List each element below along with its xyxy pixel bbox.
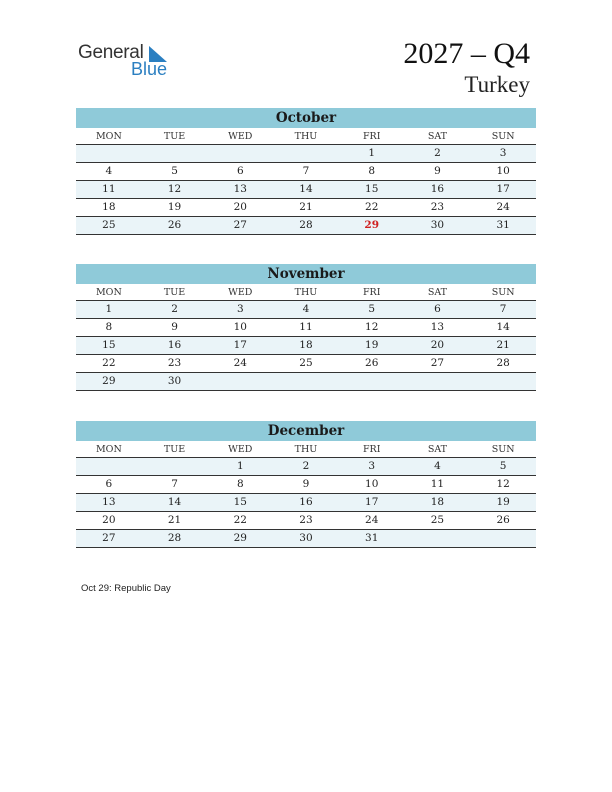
- day-cell: 1: [105, 303, 113, 315]
- day-cell: 24: [233, 357, 247, 369]
- day-cell: 1: [368, 147, 376, 159]
- day-cell: 9: [434, 165, 441, 177]
- day-cell: 20: [233, 201, 247, 213]
- day-cell: 24: [365, 514, 379, 526]
- day-cell: 19: [167, 201, 182, 213]
- month-calendar-0: [76, 108, 536, 235]
- day-cell: 1: [236, 460, 244, 472]
- day-cell: 27: [102, 532, 116, 544]
- month-calendar-2: [76, 421, 536, 548]
- day-cell: 5: [368, 303, 376, 315]
- weekday-label: FRI: [362, 131, 381, 142]
- day-cell: 10: [496, 165, 510, 177]
- day-cell: 4: [302, 303, 310, 315]
- logo-text-general: General: [78, 42, 144, 63]
- week-row: [76, 318, 536, 336]
- weekday-label: WED: [228, 287, 253, 298]
- day-cell: 21: [167, 514, 182, 526]
- day-cell: 17: [233, 339, 247, 351]
- weekday-label: SAT: [427, 131, 448, 142]
- day-cell: 8: [368, 165, 376, 177]
- day-cell: 6: [236, 165, 244, 177]
- day-cell: 30: [430, 219, 445, 231]
- day-cell: [470, 530, 536, 547]
- day-cell: 11: [102, 183, 116, 195]
- day-cell: 22: [102, 357, 116, 369]
- day-cell: 16: [430, 183, 445, 195]
- day-cell: 3: [236, 303, 244, 315]
- day-cell: [405, 373, 471, 390]
- day-cell: 21: [496, 339, 510, 351]
- month-header: October: [76, 108, 536, 128]
- weekday-label: FRI: [362, 444, 381, 455]
- week-row: [76, 144, 536, 162]
- day-cell: 2: [171, 303, 178, 315]
- day-cell: 2: [434, 147, 441, 159]
- day-cell: [273, 145, 339, 162]
- day-cell: 5: [171, 165, 178, 177]
- week-row: [76, 300, 536, 318]
- week-row: [76, 475, 536, 493]
- day-cell: 26: [167, 219, 182, 231]
- day-cell: 24: [496, 201, 510, 213]
- day-cell: 18: [102, 201, 116, 213]
- day-cell: 15: [365, 183, 379, 195]
- day-cell: 8: [105, 321, 113, 333]
- day-cell: 11: [430, 478, 445, 490]
- weekday-label: TUE: [163, 444, 186, 455]
- day-cell: 15: [102, 339, 116, 351]
- day-cell: 22: [233, 514, 247, 526]
- week-row: [76, 529, 536, 548]
- day-cell: 23: [299, 514, 313, 526]
- day-cell: 30: [167, 375, 182, 387]
- logo-text-blue: Blue: [131, 59, 168, 79]
- day-cell: 7: [302, 165, 310, 177]
- day-cell: 14: [496, 321, 510, 333]
- day-cell: 13: [233, 183, 247, 195]
- week-row: [76, 493, 536, 511]
- day-cell: 28: [496, 357, 510, 369]
- day-cell: [207, 373, 273, 390]
- day-cell: 20: [102, 514, 116, 526]
- weekday-label: MON: [95, 131, 122, 142]
- weekday-label: MON: [95, 444, 122, 455]
- day-cell: 29: [233, 532, 247, 544]
- day-cell: 28: [167, 532, 182, 544]
- day-cell: 21: [299, 201, 313, 213]
- day-cell: 23: [167, 357, 182, 369]
- day-cell: [76, 458, 142, 475]
- weekday-label: FRI: [362, 287, 381, 298]
- day-cell: 16: [299, 496, 313, 508]
- day-cell: 5: [499, 460, 507, 472]
- day-cell: 29: [102, 375, 116, 387]
- weekday-label: WED: [228, 444, 253, 455]
- day-cell: 16: [167, 339, 182, 351]
- day-cell: 26: [365, 357, 379, 369]
- day-cell: [405, 530, 471, 547]
- day-cell: 19: [496, 496, 510, 508]
- day-cell: 28: [299, 219, 313, 231]
- weekday-label: SUN: [491, 444, 515, 455]
- day-cell: [142, 145, 208, 162]
- day-cell: 6: [105, 478, 113, 490]
- day-cell: 18: [299, 339, 313, 351]
- day-cell: 3: [368, 460, 376, 472]
- week-row: [76, 336, 536, 354]
- day-cell: 17: [365, 496, 379, 508]
- day-cell: 7: [171, 478, 178, 490]
- day-cell: 10: [233, 321, 247, 333]
- day-cell: 3: [499, 147, 507, 159]
- week-row: [76, 354, 536, 372]
- weekday-label: WED: [228, 131, 253, 142]
- day-cell: 6: [434, 303, 441, 315]
- day-cell: 9: [171, 321, 178, 333]
- week-row: [76, 511, 536, 529]
- day-cell: 15: [233, 496, 247, 508]
- weekday-label: TUE: [163, 287, 186, 298]
- country-name: Turkey: [464, 72, 530, 97]
- weekday-label: SUN: [491, 287, 515, 298]
- day-cell: 2: [302, 460, 310, 472]
- day-cell: 14: [299, 183, 313, 195]
- weekday-header-row: [76, 441, 536, 457]
- day-cell: [142, 458, 208, 475]
- day-cell: 9: [302, 478, 310, 490]
- weekday-label: SUN: [491, 131, 515, 142]
- day-cell: 23: [430, 201, 445, 213]
- generalblue-logo: [78, 42, 178, 82]
- day-cell: 27: [430, 357, 445, 369]
- month-calendar-1: [76, 264, 536, 391]
- week-row: [76, 216, 536, 235]
- week-row: [76, 180, 536, 198]
- day-cell: 14: [167, 496, 182, 508]
- day-cell: [273, 373, 339, 390]
- day-cell: 25: [299, 357, 313, 369]
- weekday-label: THU: [294, 287, 318, 298]
- day-cell: 7: [499, 303, 507, 315]
- day-cell: 18: [430, 496, 445, 508]
- day-cell: 10: [365, 478, 379, 490]
- weekday-label: THU: [294, 131, 318, 142]
- holiday-day-cell: 29: [364, 219, 380, 231]
- day-cell: 12: [167, 183, 182, 195]
- day-cell: 12: [365, 321, 379, 333]
- month-header: December: [76, 421, 536, 441]
- week-row: [76, 372, 536, 391]
- day-cell: 13: [430, 321, 445, 333]
- weekday-label: SAT: [427, 287, 448, 298]
- weekday-header-row: [76, 284, 536, 300]
- day-cell: 26: [496, 514, 510, 526]
- day-cell: 4: [434, 460, 441, 472]
- weekday-header-row: [76, 128, 536, 144]
- day-cell: [76, 145, 142, 162]
- day-cell: 8: [236, 478, 244, 490]
- week-row: [76, 198, 536, 216]
- day-cell: 17: [496, 183, 510, 195]
- week-row: [76, 162, 536, 180]
- day-cell: 31: [496, 219, 510, 231]
- day-cell: 30: [299, 532, 313, 544]
- day-cell: 12: [496, 478, 510, 490]
- day-cell: 31: [365, 532, 379, 544]
- day-cell: 19: [365, 339, 379, 351]
- month-header: November: [76, 264, 536, 284]
- day-cell: [470, 373, 536, 390]
- day-cell: 25: [430, 514, 445, 526]
- day-cell: 4: [105, 165, 113, 177]
- page-title: 2027 – Q4: [403, 37, 530, 70]
- day-cell: 22: [365, 201, 379, 213]
- day-cell: [339, 373, 405, 390]
- day-cell: 20: [430, 339, 445, 351]
- day-cell: 11: [299, 321, 313, 333]
- holiday-note: Oct 29: Republic Day: [81, 583, 171, 594]
- day-cell: [207, 145, 273, 162]
- day-cell: 13: [102, 496, 116, 508]
- weekday-label: TUE: [163, 131, 186, 142]
- weekday-label: SAT: [427, 444, 448, 455]
- weekday-label: THU: [294, 444, 318, 455]
- weekday-label: MON: [95, 287, 122, 298]
- day-cell: 25: [102, 219, 116, 231]
- week-row: [76, 457, 536, 475]
- day-cell: 27: [233, 219, 247, 231]
